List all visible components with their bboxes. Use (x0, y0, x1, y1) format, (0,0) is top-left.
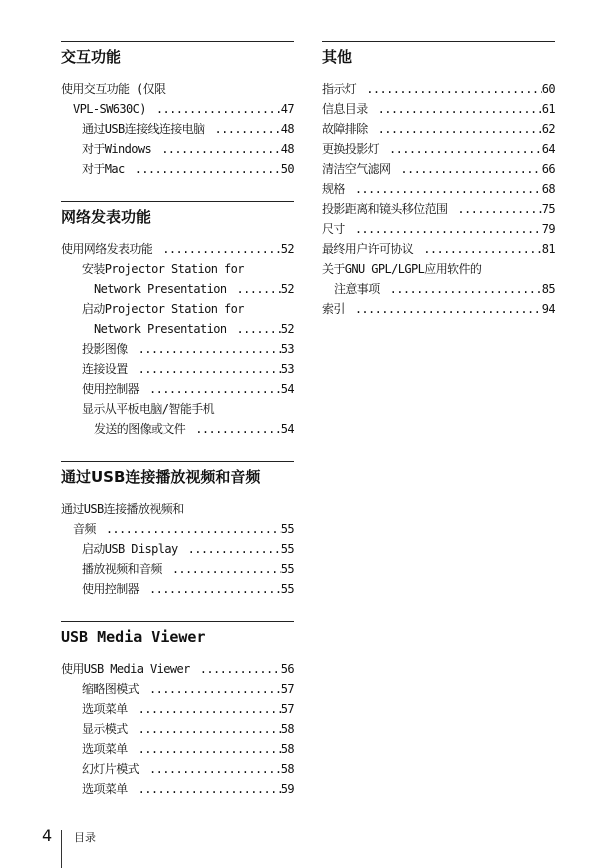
toc-entry-text: 选项菜单 (82, 702, 128, 716)
toc-page-number: 57 (280, 682, 294, 696)
toc-page-number: 50 (280, 162, 294, 176)
dot-leader (368, 119, 542, 139)
toc-entry-text: 选项菜单 (82, 782, 128, 796)
dot-leader (227, 319, 281, 339)
dot-leader (152, 239, 281, 259)
toc-page-number: 75 (541, 202, 555, 216)
dot-leader (139, 759, 281, 779)
toc-section (61, 621, 294, 799)
dot-leader (413, 239, 542, 259)
dot-leader (345, 179, 542, 199)
toc-entry-text: 连接设置 (82, 362, 128, 376)
toc-page-number: 62 (541, 122, 555, 136)
toc-entry[interactable] (61, 699, 294, 719)
page-number: 4 (42, 826, 53, 845)
dot-leader (380, 279, 542, 299)
toc-entry-text: 幻灯片模式 (82, 762, 140, 776)
toc-page-number: 58 (280, 722, 294, 736)
toc-page-number: 64 (541, 142, 555, 156)
toc-page-number: 79 (541, 222, 555, 236)
toc-entry-text: 索引 (322, 302, 345, 316)
footer-divider (61, 830, 62, 868)
toc-entry-text: 关于GNU GPL/LGPL应用软件的 (322, 262, 482, 276)
dot-leader (128, 719, 281, 739)
toc-entry[interactable] (322, 239, 555, 259)
toc-entry[interactable] (61, 539, 294, 559)
toc-entry[interactable] (322, 179, 555, 199)
right-column (322, 41, 555, 341)
toc-section (61, 201, 294, 439)
toc-entry-text: 对于Mac (82, 162, 125, 176)
toc-entry[interactable] (322, 79, 555, 99)
dot-leader (128, 339, 281, 359)
toc-entry-text: 安装Projector Station for (82, 262, 244, 276)
toc-entry[interactable] (61, 119, 294, 139)
toc-page-number: 53 (280, 362, 294, 376)
toc-page-number: 58 (280, 742, 294, 756)
toc-page-number: 61 (541, 102, 555, 116)
toc-entry[interactable] (61, 519, 294, 539)
toc-entry-text: 通过USB连接播放视频和 (61, 502, 184, 516)
toc-entry-text: 使用交互功能 (仅限 (61, 82, 166, 96)
dot-leader (128, 359, 281, 379)
toc-entry-text: 启动Projector Station for (82, 302, 244, 316)
toc-page-number: 57 (280, 702, 294, 716)
toc-page-number: 68 (541, 182, 555, 196)
dot-leader (356, 79, 542, 99)
toc-entry-text: 最终用户许可协议 (322, 242, 414, 256)
dot-leader (125, 159, 281, 179)
toc-page-number: 94 (541, 302, 555, 316)
toc-entry-text: 使用控制器 (82, 382, 140, 396)
toc-entry-text: 启动USB Display (82, 542, 178, 556)
toc-page-number: 52 (280, 322, 294, 336)
toc-page-number: 55 (280, 542, 294, 556)
section-title: 其他 (322, 41, 555, 67)
dot-leader (345, 219, 542, 239)
toc-entry[interactable] (61, 339, 294, 359)
toc-section (322, 41, 555, 319)
toc-entry-text: 使用USB Media Viewer (61, 662, 190, 676)
toc-entry[interactable] (61, 759, 294, 779)
toc-page-number: 55 (280, 582, 294, 596)
dot-leader (146, 99, 281, 119)
toc-entry-text: 故障排除 (322, 122, 368, 136)
toc-page-number: 48 (280, 122, 294, 136)
dot-leader (139, 679, 281, 699)
dot-leader (178, 539, 281, 559)
toc-entry[interactable] (61, 719, 294, 739)
toc-page-number: 52 (280, 282, 294, 296)
toc-entry-text: 显示模式 (82, 722, 128, 736)
toc-entry[interactable] (61, 679, 294, 699)
toc-entry-text: 缩略图模式 (82, 682, 140, 696)
toc-page-number: 55 (280, 562, 294, 576)
toc-entry[interactable] (322, 279, 555, 299)
toc-entry[interactable] (322, 219, 555, 239)
toc-section (61, 461, 294, 599)
toc-entry[interactable] (61, 279, 294, 299)
toc-entry-text: 投影图像 (82, 342, 128, 356)
section-title: 交互功能 (61, 41, 294, 67)
toc-page-number: 47 (280, 102, 294, 116)
toc-entry[interactable] (322, 139, 555, 159)
toc-page-number: 55 (280, 522, 294, 536)
footer-section-label: 目录 (74, 831, 96, 844)
toc-entry-text: 对于Windows (82, 142, 152, 156)
toc-entry[interactable] (322, 299, 555, 319)
toc-entry-text: 通过USB连接线连接电脑 (82, 122, 205, 136)
toc-page-number: 60 (541, 82, 555, 96)
dot-leader (128, 739, 281, 759)
toc-entry-text: 清洁空气滤网 (322, 162, 391, 176)
toc-entry-text: 信息目录 (322, 102, 368, 116)
toc-page-number: 59 (280, 782, 294, 796)
dot-leader (128, 699, 281, 719)
toc-entry[interactable] (322, 119, 555, 139)
dot-leader (185, 419, 281, 439)
toc-entry[interactable] (322, 199, 555, 219)
toc-entry[interactable] (61, 239, 294, 259)
toc-entry[interactable] (61, 99, 294, 119)
dot-leader (190, 659, 281, 679)
dot-leader (162, 559, 281, 579)
toc-entry-text: 发送的图像或文件 (94, 422, 186, 436)
toc-page-number: 85 (541, 282, 555, 296)
toc-entry-text: 音频 (73, 522, 96, 536)
dot-leader (379, 139, 542, 159)
toc-entry[interactable] (61, 159, 294, 179)
toc-entry-text: 注意事项 (334, 282, 380, 296)
dot-leader (345, 299, 542, 319)
toc-entry[interactable] (61, 319, 294, 339)
toc-page-number: 53 (280, 342, 294, 356)
toc-entry[interactable] (61, 379, 294, 399)
toc-page-number: 54 (280, 422, 294, 436)
dot-leader (390, 159, 541, 179)
toc-entry-text: 尺寸 (322, 222, 345, 236)
toc-entry[interactable] (61, 739, 294, 759)
toc-entry[interactable] (61, 359, 294, 379)
toc-page-number: 81 (541, 242, 555, 256)
left-column (61, 41, 294, 821)
dot-leader (368, 99, 542, 119)
toc-page-number: 52 (280, 242, 294, 256)
section-title: 网络发表功能 (61, 201, 294, 227)
toc-entry[interactable] (322, 159, 555, 179)
toc-page-number: 66 (541, 162, 555, 176)
dot-leader (447, 199, 541, 219)
toc-entry-text: 更换投影灯 (322, 142, 380, 156)
toc-page-number: 56 (280, 662, 294, 676)
toc-entry[interactable] (61, 559, 294, 579)
dot-leader (227, 279, 281, 299)
toc-section (61, 41, 294, 179)
toc-page-number: 48 (280, 142, 294, 156)
toc-entry[interactable] (61, 419, 294, 439)
toc-entry-text: 使用控制器 (82, 582, 140, 596)
section-title: 通过USB连接播放视频和音频 (61, 461, 294, 487)
toc-entry-text: 使用网络发表功能 (61, 242, 153, 256)
toc-page-number: 58 (280, 762, 294, 776)
toc-entry-text: Network Presentation (94, 282, 227, 296)
toc-entry-text: 规格 (322, 182, 345, 196)
toc-entry-text: VPL-SW630C) (73, 102, 146, 116)
dot-leader (204, 119, 280, 139)
dot-leader (128, 779, 281, 799)
toc-entry[interactable] (322, 99, 555, 119)
toc-page-number: 54 (280, 382, 294, 396)
section-title: USB Media Viewer (61, 621, 294, 647)
toc-entry[interactable] (61, 779, 294, 799)
toc-entry[interactable] (61, 579, 294, 599)
dot-leader (151, 139, 281, 159)
toc-entry-text: 显示从平板电脑/智能手机 (82, 402, 215, 416)
toc-entry-text: 选项菜单 (82, 742, 128, 756)
dot-leader (139, 379, 281, 399)
toc-entry-text: 播放视频和音频 (82, 562, 162, 576)
toc-entry[interactable] (61, 659, 294, 679)
dot-leader (139, 579, 281, 599)
toc-entry[interactable] (61, 139, 294, 159)
toc-entry-text: Network Presentation (94, 322, 227, 336)
dot-leader (96, 519, 281, 539)
toc-entry-text: 指示灯 (322, 82, 357, 96)
toc-entry-text: 投影距离和镜头移位范围 (322, 202, 448, 216)
